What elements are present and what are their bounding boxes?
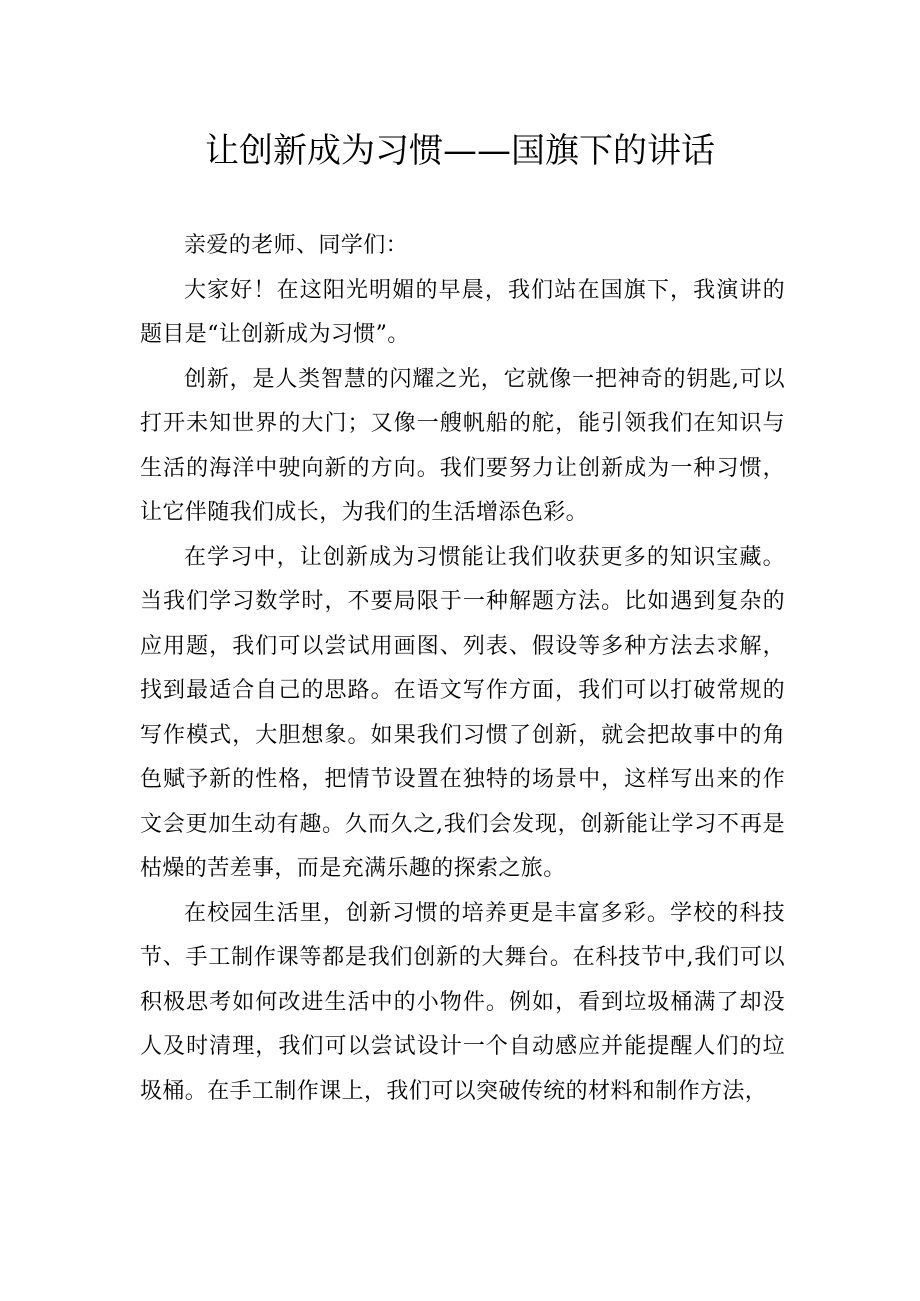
paragraph-campus: 在校园生活里，创新习惯的培养更是丰富多彩。学校的科技节、手工制作课等都是我们创新的大舞台。在科技节中,我们可以积极思考如何改进生活中的小物件。例如，看到垃圾桶满了却没人及时清理，我们可以尝试设计一个自动感应并能提醒人们的垃圾桶。在手工制作课上，我们可以突破传统的材料和制作方法， bbox=[140, 900, 785, 1104]
paragraph-innovation: 创新，是人类智慧的闪耀之光，它就像一把神奇的钥匙,可以打开未知世界的大门；又像一艘帆船的舵，能引领我们在知识与生活的海洋中驶向新的方向。我们要努力让创新成为一种习惯，让它伴随我们成长，为我们的生活增添色彩。 bbox=[140, 366, 785, 525]
document-body bbox=[140, 224, 785, 1114]
paragraph-greeting: 亲爱的老师、同学们： bbox=[184, 233, 409, 258]
document-title: 让创新成为习惯——国旗下的讲话 bbox=[205, 131, 715, 171]
paragraph-intro: 大家好！在这阳光明媚的早晨，我们站在国旗下，我演讲的题目是“让创新成为习惯”。 bbox=[140, 277, 785, 347]
paragraph-study: 在学习中，让创新成为习惯能让我们收获更多的知识宝藏。当我们学习数学时，不要局限于一种解题方法。比如遇到复杂的应用题，我们可以尝试用画图、列表、假设等多种方法去求解，找到最适合自己的思路。在语文写作方面，我们可以打破常规的写作模式，大胆想象。如果我们习惯了创新，就会把故事中的角色赋予新的性格，把情节设置在独特的场景中，这样写出来的作文会更加生动有趣。久而久之,我们会发现，创新能让学习不再是枯燥的苦差事，而是充满乐趣的探索之旅。 bbox=[140, 544, 785, 881]
